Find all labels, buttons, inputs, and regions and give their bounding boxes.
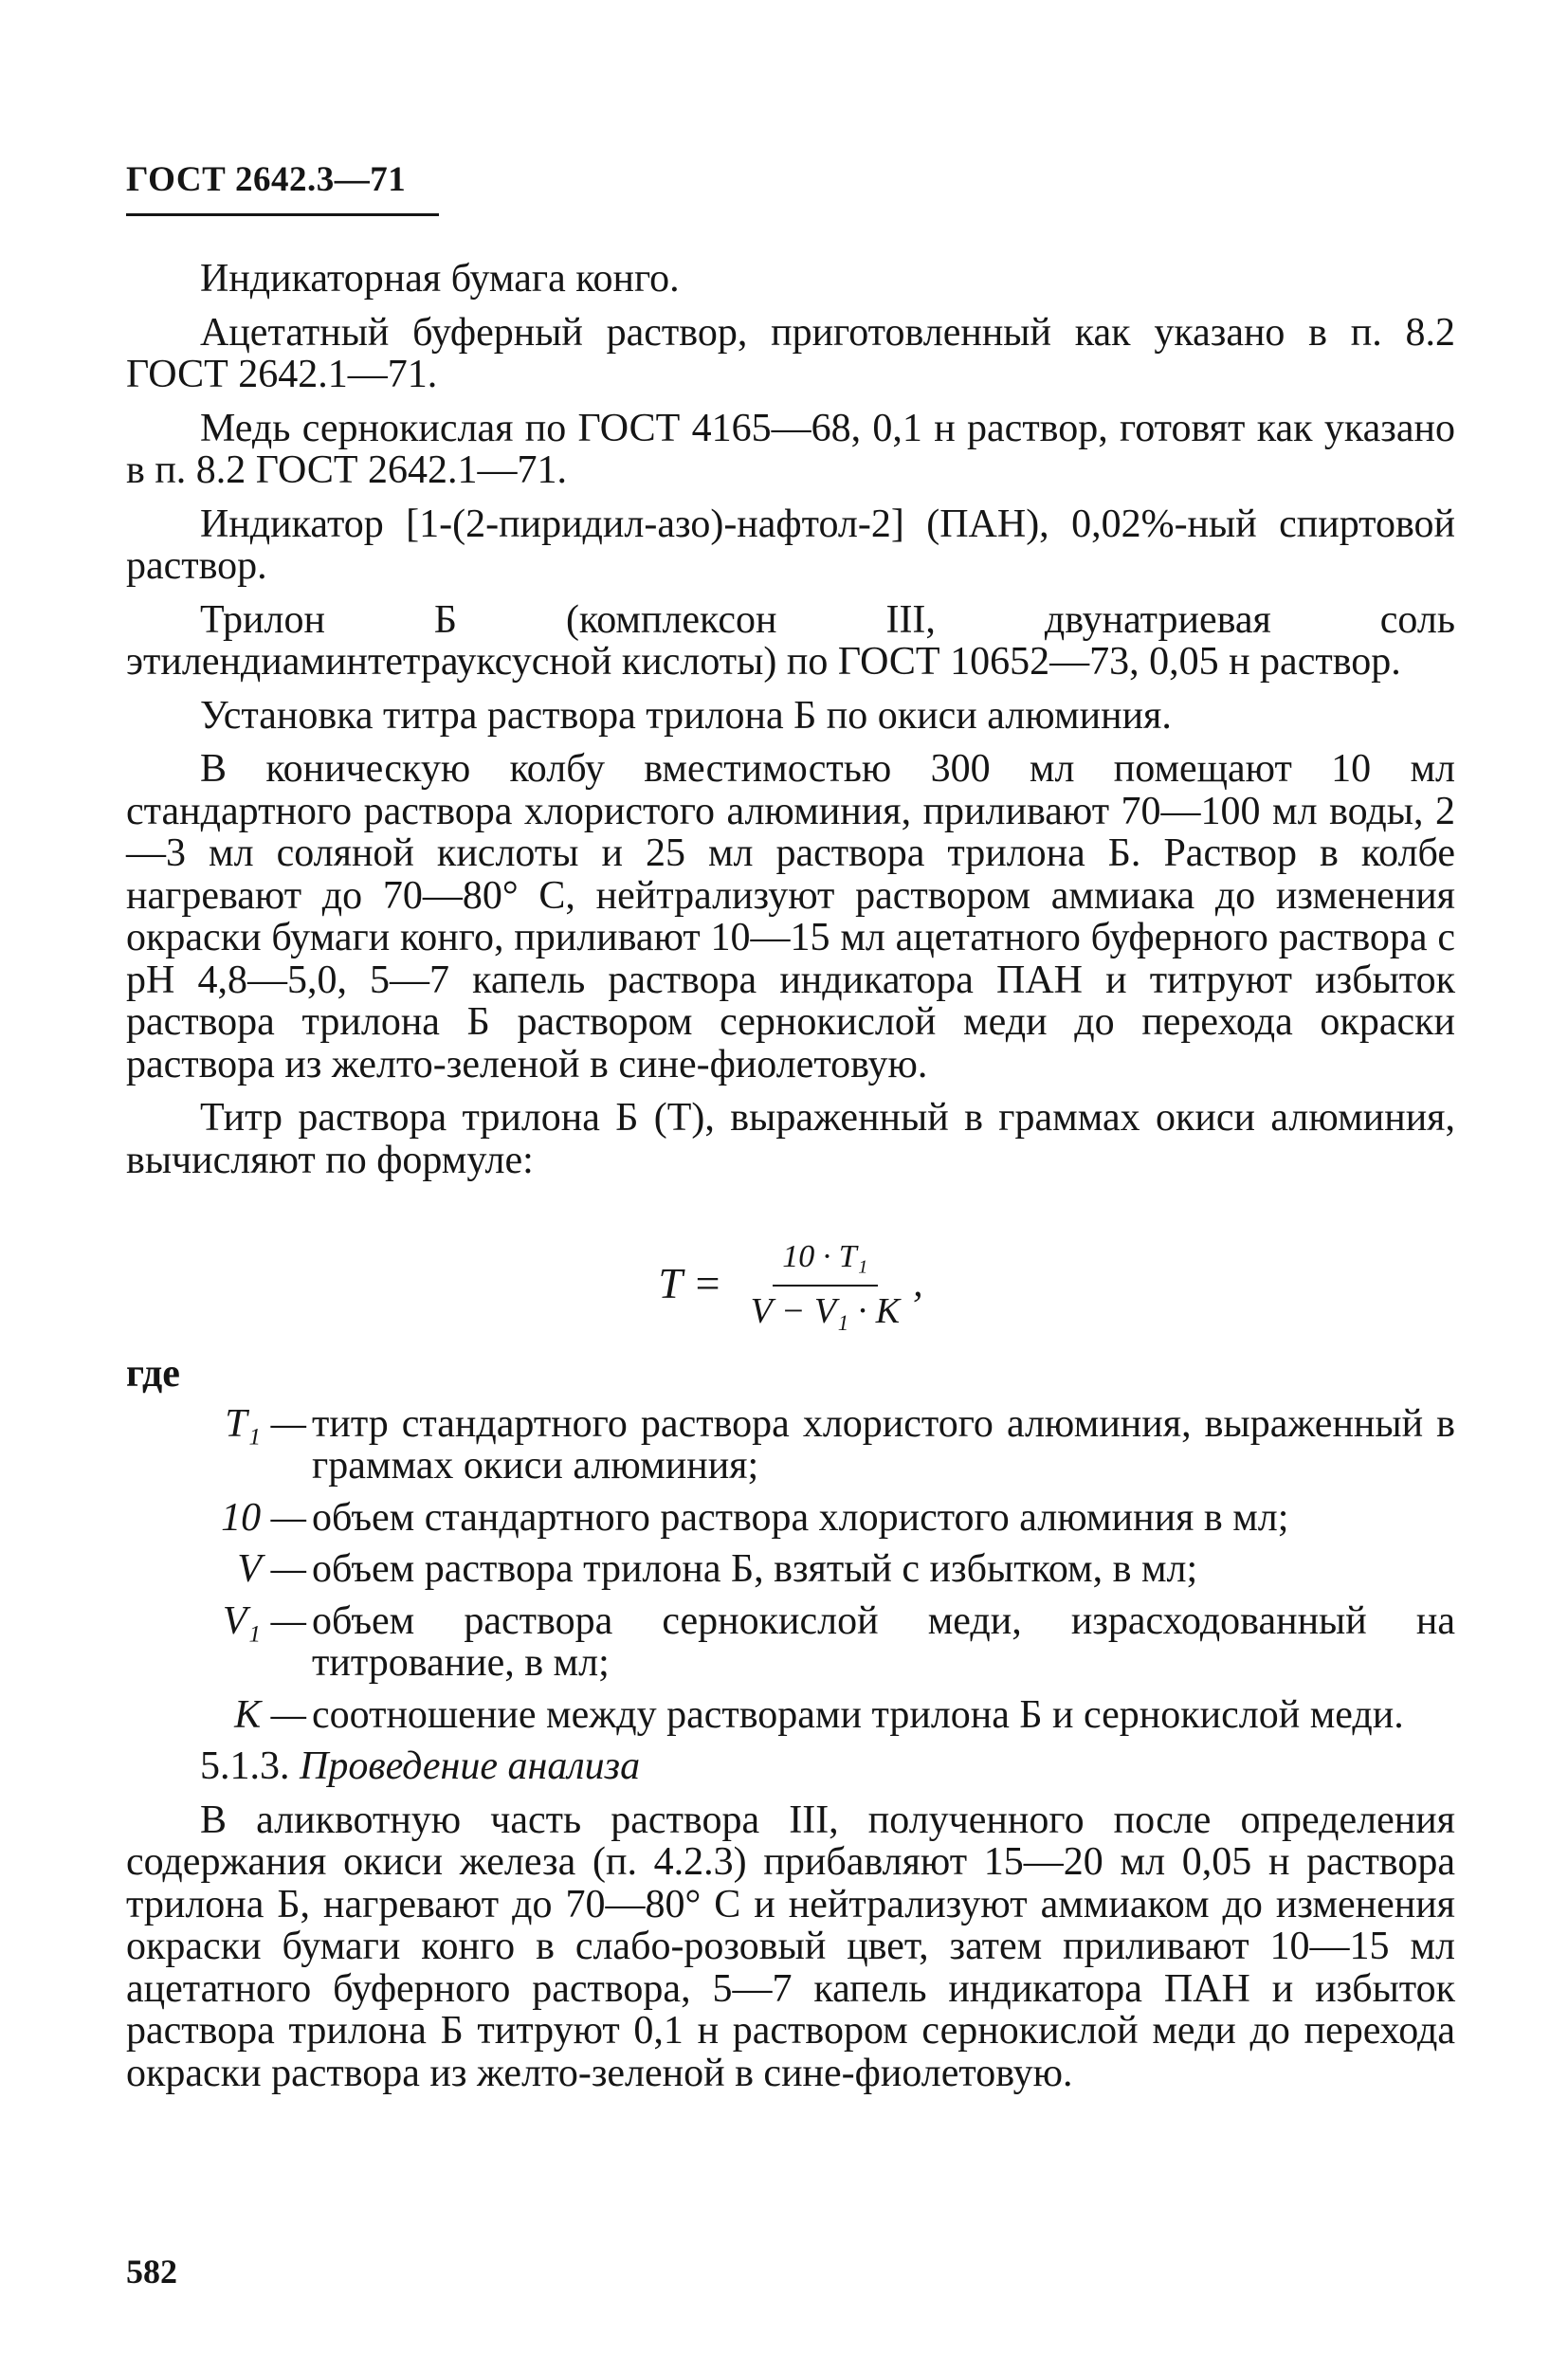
paragraph: Установка титра раствора трилона Б по окиси алюминия. [200, 693, 1172, 738]
section-heading [126, 1745, 1455, 1788]
formula-numerator: 10 · T₁ [773, 1236, 877, 1287]
definition-list [126, 1403, 1455, 1737]
definition-symbol: T₁ — [225, 1401, 306, 1446]
definition-text: титр стандартного раствора хлористого алюминия, выраженный в граммах окиси алюминия; [312, 1401, 1455, 1488]
definition-text: объем стандартного раствора хлористого алюминия в мл; [312, 1495, 1289, 1540]
formula-fraction [741, 1236, 909, 1332]
definition-text: объем раствора сернокислой меди, израсходованный на титрование, в мл; [312, 1598, 1455, 1685]
definition-item [126, 1694, 1455, 1737]
definition-symbol: V₁ — [222, 1598, 306, 1643]
definition-text: соотношение между растворами трилона Б и сернокислой меди. [312, 1692, 1404, 1737]
paragraph: Трилон Б (комплексон III, двунатриевая соль этилендиаминтетрауксусной кислоты) по ГОСТ 10652—73, 0,05 н раствор. [126, 597, 1455, 684]
definition-symbol: K — [234, 1692, 306, 1737]
paragraph: Титр раствора трилона Б (T), выраженный в граммах окиси алюминия, вычисляют по формуле: [126, 1096, 1455, 1182]
where-label: где [126, 1352, 180, 1396]
definition-symbol: 10 — [221, 1495, 306, 1540]
formula-trail: , [913, 1262, 923, 1306]
paragraph: Индикаторная бумага конго. [200, 257, 680, 301]
definition-symbol: V — [237, 1547, 306, 1591]
document-body [126, 258, 1455, 2106]
definition-item [126, 1403, 1455, 1488]
paragraph: В аликвотную часть раствора III, полученного после определения содержания окиси железа (п. 4.2.3) прибавляют 15—20 мл 0,05 н раствора трилона Б, нагревают до 70—80° С и нейтрализуют аммиаком до изменения окраски бумаги конго в слабо-розовый цвет, затем приливают 10—15 мл ацетатного буферного раствора, 5—7 капель индикатора ПАН и избыток раствора трилона Б титруют 0,1 н раствором сернокислой меди до перехода окраски раствора из желто-зеленой в сине-фиолетовую. [126, 1798, 1455, 2095]
paragraph: В коническую колбу вместимостью 300 мл помещают 10 мл стандартного раствора хлористого алюминия, приливают 70—100 мл воды, 2—3 мл соляной кислоты и 25 мл раствора трилона Б. Раствор в колбе нагревают до 70—80° С, нейтрализуют раствором аммиака до изменения окраски бумаги конго, приливают 10—15 мл ацетатного буферного раствора с pH 4,8—5,0, 5—7 капель раствора индикатора ПАН и титруют избыток раствора трилона Б раствором сернокислой меди до перехода окраски раствора из желто-зеленой в сине-фиолетовую. [126, 747, 1455, 1086]
document-header: ГОСТ 2642.3—71 [126, 160, 407, 199]
definition-text: объем раствора трилона Б, взятый с избытком, в мл; [312, 1547, 1198, 1591]
section-title: Проведение анализа [300, 1744, 641, 1788]
definition-item [126, 1548, 1455, 1591]
definition-item [126, 1600, 1455, 1685]
paragraph: Медь сернокислая по ГОСТ 4165—68, 0,1 н раствор, готовят как указано в п. 8.2 ГОСТ 2642.1—71. [126, 406, 1455, 492]
paragraph: Индикатор [1-(2-пиридил-азо)-нафтол-2] (ПАН), 0,02%-ный спиртовой раствор. [126, 502, 1455, 588]
definition-item [126, 1497, 1455, 1540]
header-rule [126, 213, 439, 216]
formula-lhs: T = [658, 1259, 722, 1308]
page-number: 582 [126, 2253, 177, 2291]
formula [126, 1236, 1455, 1332]
paragraph: Ацетатный буферный раствор, приготовленный как указано в п. 8.2 ГОСТ 2642.1—71. [126, 310, 1455, 396]
section-number: 5.1.3. [200, 1744, 290, 1788]
formula-denominator: V − V₁ · K [750, 1290, 901, 1331]
